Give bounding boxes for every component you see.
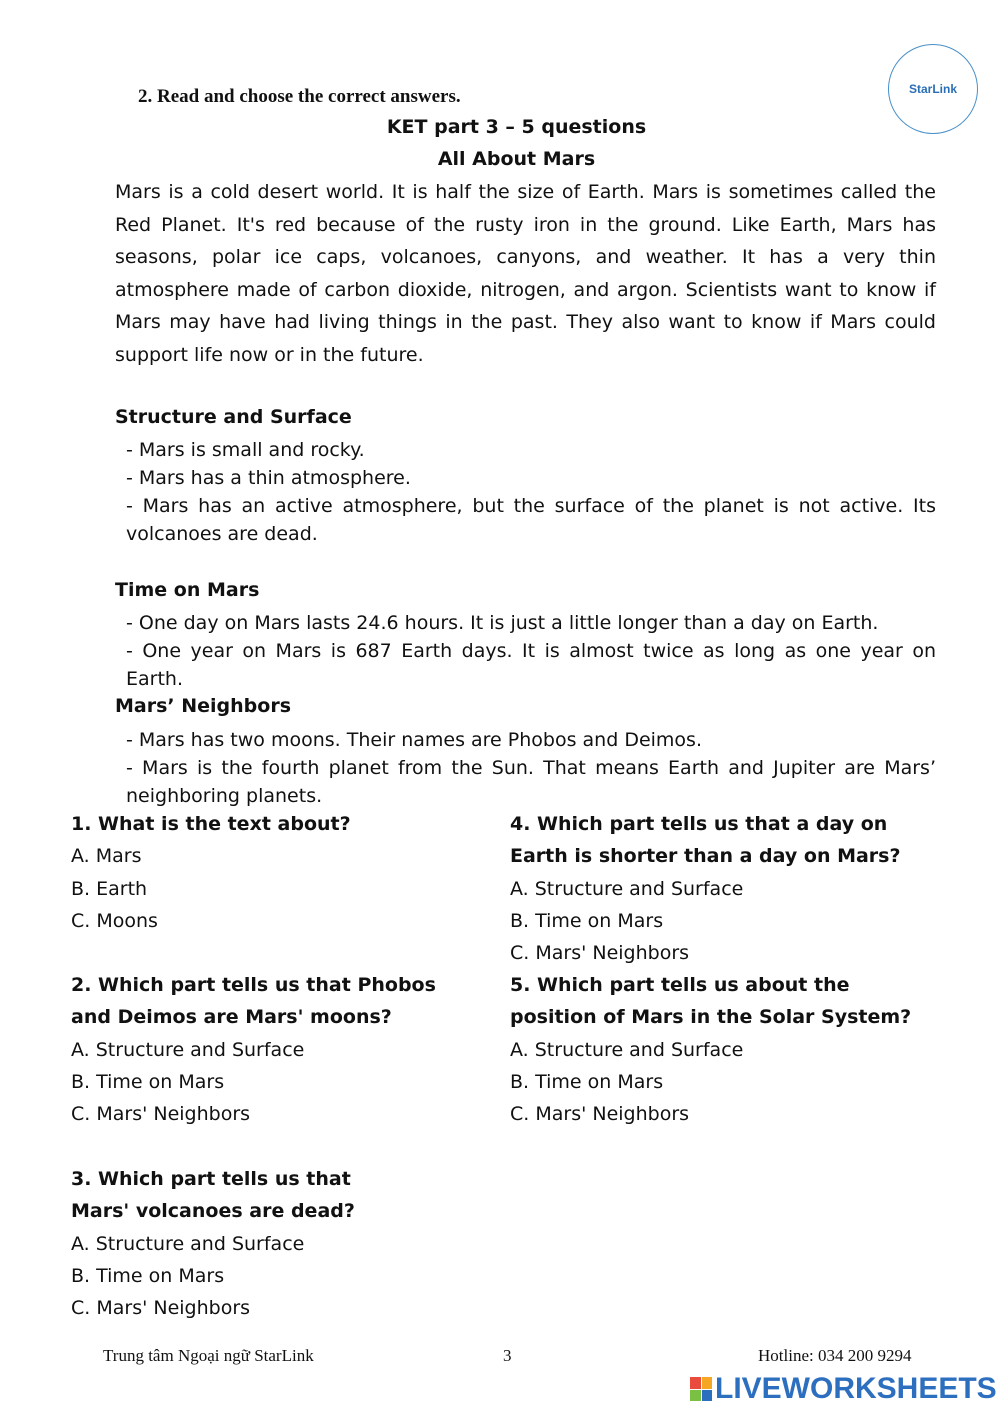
page-title: All About Mars: [437, 148, 596, 170]
answer-option[interactable]: A. Structure and Surface: [71, 1232, 305, 1255]
answer-option[interactable]: B. Time on Mars: [510, 1070, 664, 1093]
question-text: 5. Which part tells us about the position of Mars in the Solar System?: [510, 974, 912, 1029]
section-heading: Structure and Surface: [115, 406, 352, 428]
question-block: [71, 1163, 411, 1324]
page-number: 3: [503, 1346, 512, 1365]
answer-option[interactable]: B. Earth: [71, 877, 148, 900]
footer-hotline: Hotline: 034 200 9294: [758, 1346, 912, 1365]
answer-option[interactable]: C. Mars' Neighbors: [71, 1103, 251, 1126]
section-bullet: - Mars has a thin atmosphere.: [126, 467, 411, 489]
answer-option[interactable]: C. Mars' Neighbors: [510, 942, 690, 965]
answer-option[interactable]: C. Mars' Neighbors: [510, 1103, 690, 1126]
section-bullet: - Mars is the fourth planet from the Sun. That means Earth and Jupiter are Mars’ neighboring planets.: [126, 757, 936, 807]
logo-text: StarLink: [908, 82, 957, 96]
question-text: 1. What is the text about?: [71, 813, 351, 835]
question-text: 4. Which part tells us that a day on Earth is shorter than a day on Mars?: [510, 813, 901, 868]
answer-option[interactable]: C. Moons: [71, 909, 158, 932]
instruction: 2. Read and choose the correct answers.: [138, 86, 461, 107]
subtitle: KET part 3 – 5 questions: [386, 116, 647, 138]
question-block: [71, 808, 461, 937]
watermark-text: LIVEWORKSHEETS: [715, 1372, 997, 1405]
section-bullet: - Mars has an active atmosphere, but the surface of the planet is not active. Its volcanoes are dead.: [126, 495, 936, 545]
section-heading: Time on Mars: [115, 579, 260, 601]
question-block: [510, 808, 930, 969]
answer-option[interactable]: B. Time on Mars: [71, 1264, 225, 1287]
answer-option[interactable]: B. Time on Mars: [71, 1070, 225, 1093]
section-bullet: - Mars is small and rocky.: [126, 439, 365, 461]
liveworksheets-watermark: [690, 1374, 997, 1404]
question-text: 3. Which part tells us that Mars' volcanoes are dead?: [71, 1168, 355, 1223]
section-heading: Mars’ Neighbors: [115, 695, 292, 717]
question-block: [71, 969, 461, 1130]
answer-option[interactable]: A. Mars: [71, 845, 142, 868]
question-text: 2. Which part tells us that Phobos and Deimos are Mars' moons?: [71, 974, 436, 1029]
footer-center-name: Trung tâm Ngoại ngữ StarLink: [103, 1346, 314, 1365]
answer-option[interactable]: A. Structure and Surface: [71, 1038, 305, 1061]
section-bullet: - One year on Mars is 687 Earth days. It is almost twice as long as one year on Earth.: [126, 640, 936, 690]
section-bullet: - One day on Mars lasts 24.6 hours. It is just a little longer than a day on Earth.: [126, 612, 879, 634]
section-bullet: - Mars has two moons. Their names are Phobos and Deimos.: [126, 729, 702, 751]
answer-option[interactable]: B. Time on Mars: [510, 909, 664, 932]
question-block: [510, 969, 930, 1130]
intro-paragraph: Mars is a cold desert world. It is half the size of Earth. Mars is sometimes called the Red Planet. It's red because of the rusty iron in the ground. Like Earth, Mars has seasons, polar ice caps, volcanoes, canyons, and weather. It has a very thin atmosphere made of carbon dioxide, nitrogen, and argon. Scientists want to know if Mars may have had living things in the past. They also want to know if Mars could support life now or in the future.: [115, 181, 936, 366]
answer-option[interactable]: A. Structure and Surface: [510, 877, 744, 900]
liveworksheets-icon: [690, 1377, 712, 1401]
answer-option[interactable]: C. Mars' Neighbors: [71, 1297, 251, 1320]
answer-option[interactable]: A. Structure and Surface: [510, 1038, 744, 1061]
